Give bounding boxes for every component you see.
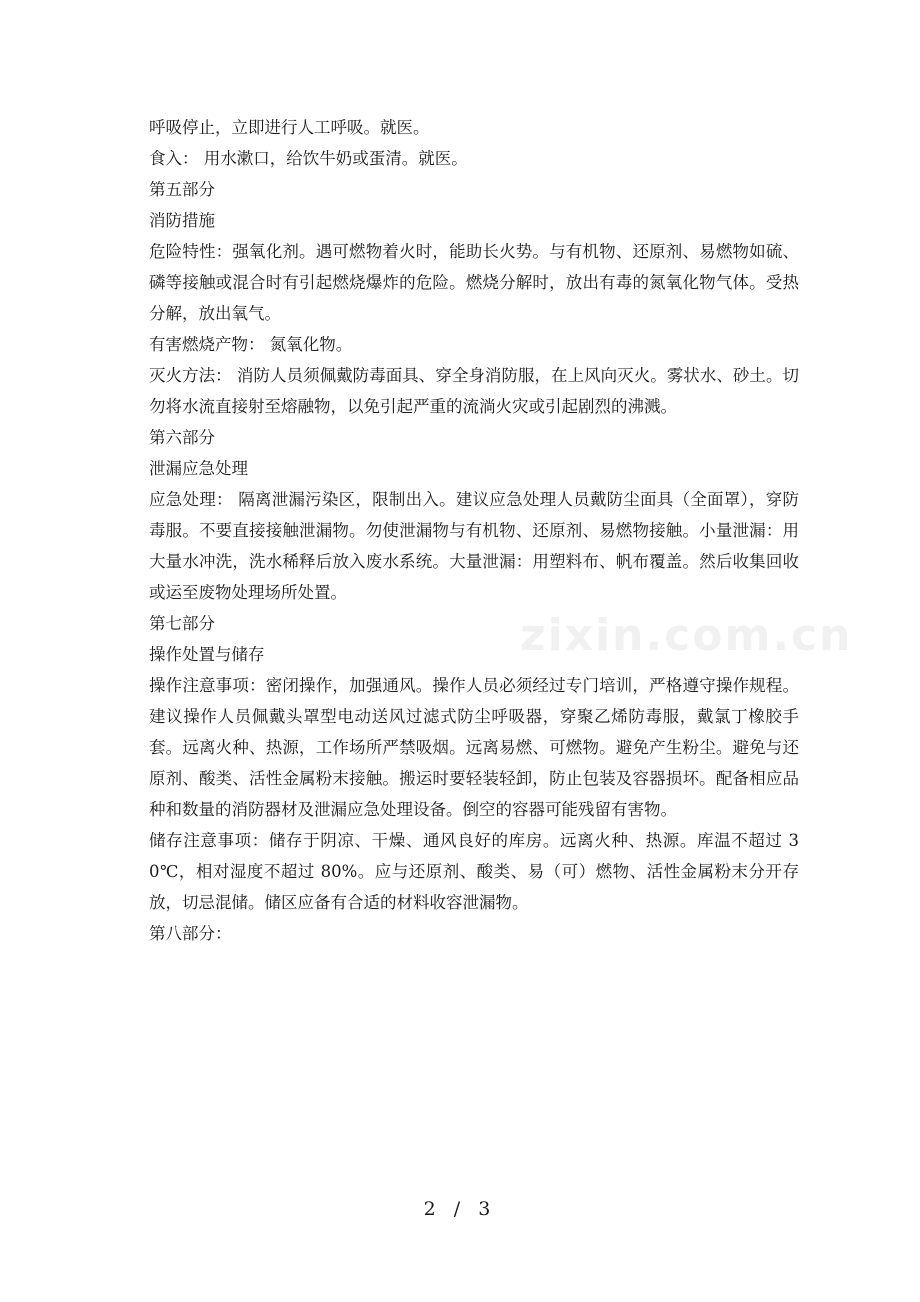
section-title-leak-response: 泄漏应急处理 (149, 459, 248, 478)
paragraph-combustion-products: 有害燃烧产物： 氮氧化物。 (149, 335, 353, 354)
paragraph-extinguishing-method: 灭火方法： 消防人员须佩戴防毒面具、穿全身消防服，在上风向灭火。雾状水、砂土。切勿将水流直接射至熔融物，以免引起严重的流淌火灾或引起剧烈的沸溅。 (149, 366, 799, 416)
document-body (149, 112, 799, 949)
section-heading-part7: 第七部分 (149, 614, 215, 633)
section-title-handling-storage: 操作处置与储存 (149, 645, 265, 664)
section-title-fire-measures: 消防措施 (149, 211, 215, 230)
paragraph-emergency-handling: 应急处理： 隔离泄漏污染区，限制出入。建议应急处理人员戴防尘面具（全面罩），穿防毒服。不要直接接触泄漏物。勿使泄漏物与有机物、还原剂、易燃物接触。小量泄漏：用大量水冲洗，洗水稀释后放入废水系统。大量泄漏：用塑料布、帆布覆盖。然后收集回收或运至废物处理场所处置。 (149, 490, 799, 602)
section-heading-part8: 第八部分： (149, 924, 232, 943)
watermark: zixin.com.cn (520, 610, 853, 661)
paragraph-breathing: 呼吸停止，立即进行人工呼吸。就医。 (149, 118, 430, 137)
paragraph-ingestion: 食入： 用水漱口，给饮牛奶或蛋清。就医。 (149, 149, 468, 168)
paragraph-storage-precautions: 储存注意事项：储存于阴凉、干燥、通风良好的库房。远离火种、热源。库温不超过 30℃，相对湿度不超过 80%。应与还原剂、酸类、易（可）燃物、活性金属粉末分开存放，切忌混储。储区应备有合适的材料收容泄漏物。 (149, 831, 799, 912)
page-number: 2 / 3 (423, 1198, 497, 1220)
paragraph-hazard-characteristics: 危险特性：强氧化剂。遇可燃物着火时，能助长火势。与有机物、还原剂、易燃物如硫、磷等接触或混合时有引起燃烧爆炸的危险。燃烧分解时，放出有毒的氮氧化物气体。受热分解，放出氧气。 (149, 242, 799, 323)
section-heading-part6: 第六部分 (149, 428, 215, 447)
paragraph-handling-precautions: 操作注意事项：密闭操作，加强通风。操作人员必须经过专门培训，严格遵守操作规程。建议操作人员佩戴头罩型电动送风过滤式防尘呼吸器，穿聚乙烯防毒服，戴氯丁橡胶手套。远离火种、热源，工作场所严禁吸烟。远离易燃、可燃物。避免产生粉尘。避免与还原剂、酸类、活性金属粉末接触。搬运时要轻装轻卸，防止包装及容器损坏。配备相应品种和数量的消防器材及泄漏应急处理设备。倒空的容器可能残留有害物。 (149, 676, 799, 819)
section-heading-part5: 第五部分 (149, 180, 215, 199)
